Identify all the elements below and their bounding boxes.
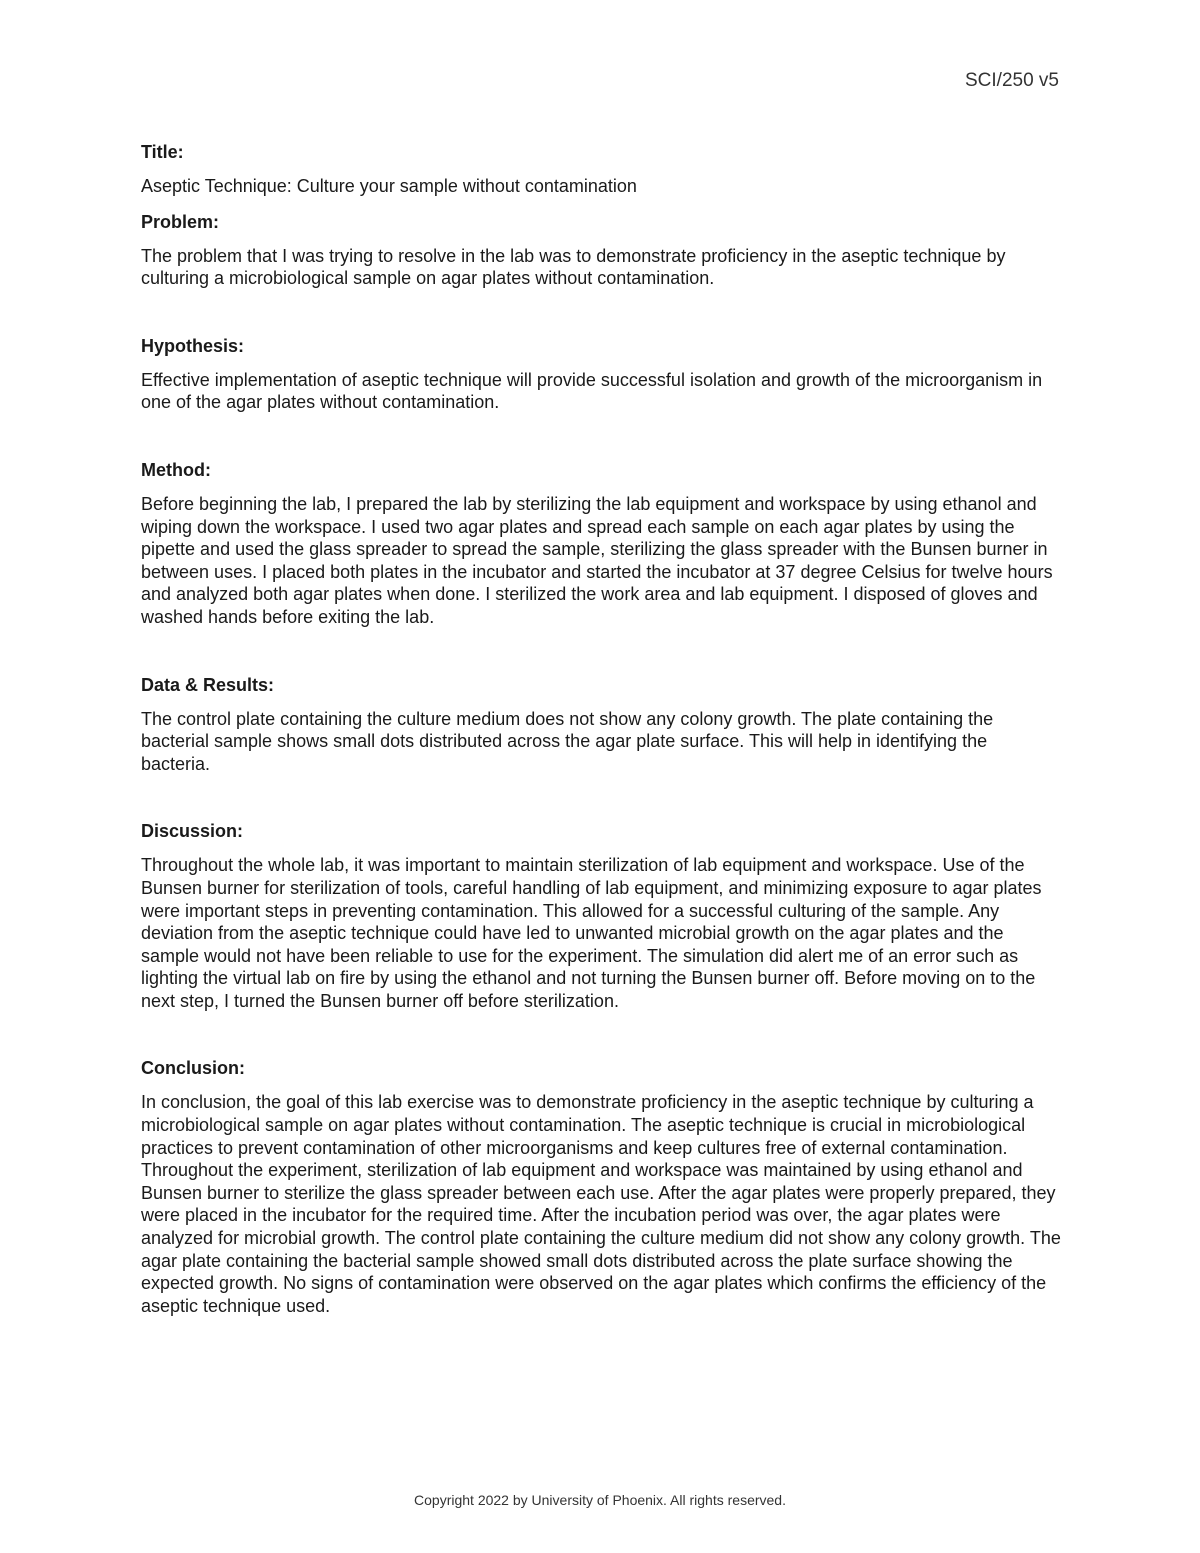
course-code-header: SCI/250 v5 [965, 70, 1059, 91]
method-section [141, 459, 1061, 629]
discussion-heading: Discussion: [141, 821, 244, 842]
title-section [141, 141, 1061, 198]
method-heading: Method: [141, 459, 211, 480]
problem-section [141, 211, 1061, 290]
title-heading: Title: [141, 142, 184, 162]
discussion-section [141, 820, 1061, 1012]
title-text: Aseptic Technique: Culture your sample without contamination [141, 176, 637, 196]
problem-heading: Problem: [141, 211, 220, 232]
hypothesis-heading: Hypothesis: [141, 335, 245, 356]
hypothesis-section [141, 335, 1061, 414]
conclusion-heading: Conclusion: [141, 1058, 245, 1079]
copyright-footer: Copyright 2022 by University of Phoenix. All rights reserved. [414, 1492, 786, 1508]
report-body [141, 141, 1061, 1362]
method-text: Before beginning the lab, I prepared the lab by sterilizing the lab equipment and workspace by using ethanol and wiping down the workspace. I used two agar plates and spread each sample on each agar plates by using the pipette and used the glass spreader to spread the sample, sterilizing the glass spreader with the Bunsen burner in between uses. I placed both plates in the incubator and started the incubator at 37 degree Celsius for twelve hours and analyzed both agar plates when done. I sterilized the work area and lab equipment. I disposed of gloves and washed hands before exiting the lab. [141, 493, 1053, 627]
hypothesis-text: Effective implementation of aseptic technique will provide successful isolation and growth of the microorganism in one of the agar plates without contamination. [141, 369, 1043, 413]
discussion-text: Throughout the whole lab, it was important to maintain sterilization of lab equipment and workspace. Use of the Bunsen burner for sterilization of tools, careful handling of lab equipment, and minimizing exposure to agar plates were important steps in preventing contamination. This allowed for a successful culturing of the sample. Any deviation from the aseptic technique could have led to unwanted microbial growth on the agar plates and the sample would not have been reliable to use for the experiment. The simulation did alert me of an error such as lighting the virtual lab on fire by using the ethanol and not turning the Bunsen burner off. Before moving on to the next step, I turned the Bunsen burner off before sterilization. [141, 855, 1042, 1011]
data-results-text: The control plate containing the culture medium does not show any colony growth. The plate containing the bacterial sample shows small dots distributed across the agar plate surface. This will help in identifying the bacteria. [141, 708, 994, 774]
conclusion-text: In conclusion, the goal of this lab exercise was to demonstrate proficiency in the aseptic technique by culturing a microbiological sample on agar plates without contamination. The aseptic technique is crucial in microbiological practices to prevent contamination of other microorganisms and keep cultures free of external contamination. Throughout the experiment, sterilization of lab equipment and workspace was maintained by using ethanol and Bunsen burner to sterilize the glass spreader between each use. After the agar plates were properly prepared, they were placed in the incubator for the required time. After the incubation period was over, the agar plates were analyzed for microbial growth. The control plate containing the culture medium did not show any colony growth. The agar plate containing the bacterial sample showed small dots distributed across the plate surface showing the expected growth. No signs of contamination were observed on the agar plates which confirms the efficiency of the aseptic technique used. [141, 1092, 1061, 1316]
conclusion-section [141, 1057, 1061, 1317]
data-results-heading: Data & Results: [141, 674, 275, 695]
problem-text: The problem that I was trying to resolve in the lab was to demonstrate proficiency in the aseptic technique by culturing a microbiological sample on agar plates without contamination. [141, 245, 1006, 289]
data-results-section [141, 674, 1061, 776]
